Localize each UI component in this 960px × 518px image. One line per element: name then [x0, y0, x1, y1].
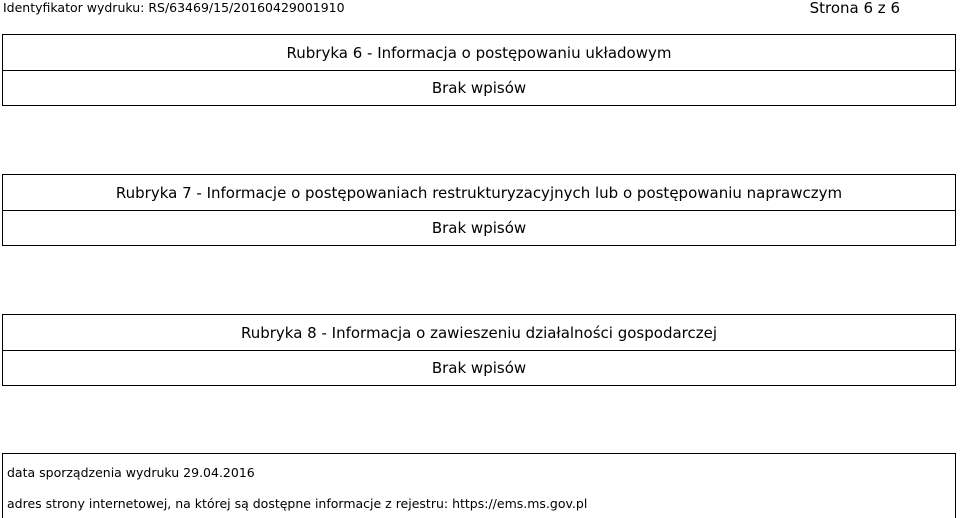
section-body: Brak wpisów	[3, 211, 955, 246]
print-identifier: Identyfikator wydruku: RS/63469/15/20160429001910	[3, 0, 345, 15]
section-body: Brak wpisów	[3, 71, 955, 106]
registry-address: adres strony internetowej, na której są dostępne informacje z rejestru: https://ems.ms.gov.pl	[7, 496, 588, 511]
section-rubryka-8	[2, 314, 956, 386]
section-rubryka-7	[2, 174, 956, 246]
section-title: Rubryka 6 - Informacja o postępowaniu układowym	[3, 35, 955, 71]
print-date: data sporządzenia wydruku 29.04.2016	[7, 465, 255, 480]
section-rubryka-6	[2, 34, 956, 106]
section-title: Rubryka 8 - Informacja o zawieszeniu działalności gospodarczej	[3, 315, 955, 351]
section-body: Brak wpisów	[3, 351, 955, 386]
page-number: Strona 6 z 6	[809, 0, 900, 17]
section-title: Rubryka 7 - Informacje o postępowaniach restrukturyzacyjnych lub o postępowaniu naprawczym	[3, 175, 955, 211]
print-footer	[2, 453, 956, 518]
